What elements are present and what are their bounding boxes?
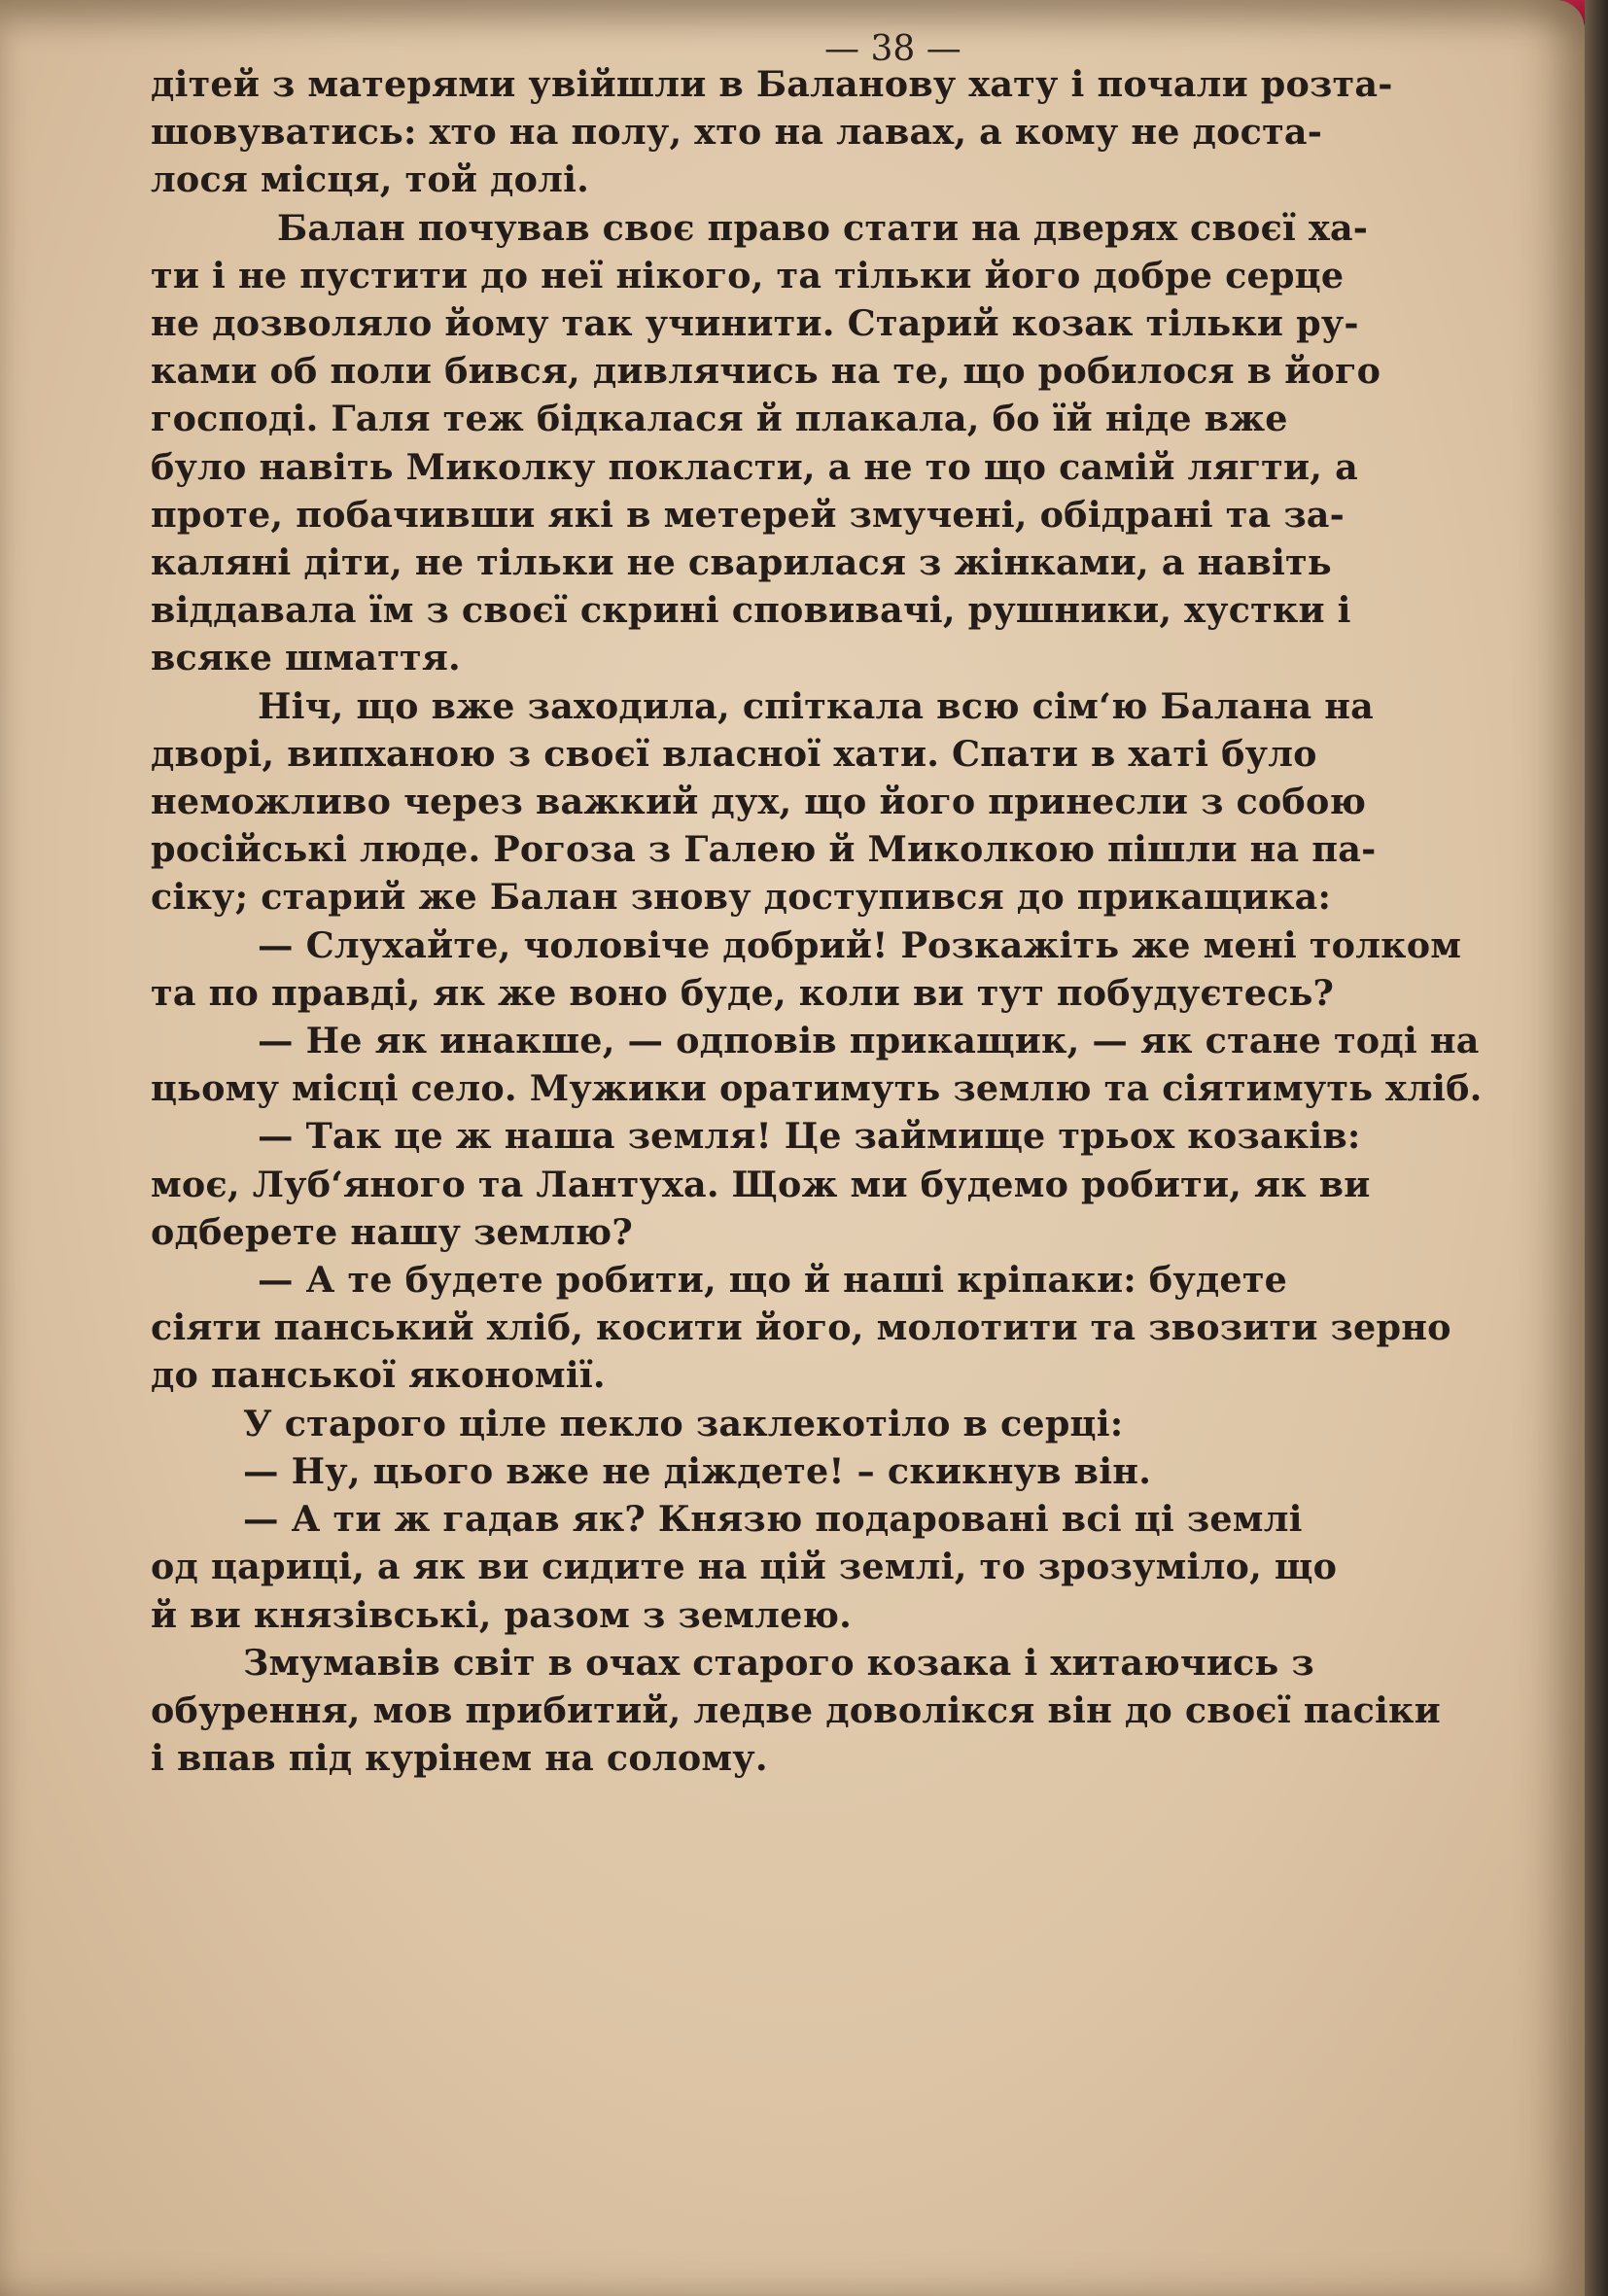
text-line: — А те будете робити, що й наші кріпаки: будете	[258, 1259, 1288, 1302]
page-number: — 38 —	[824, 29, 961, 69]
text-line: не дозволяло йому так учинити. Старий козак тільки ру-	[151, 302, 1359, 345]
text-line: було навіть Миколку покласти, а не то що самій лягти, а	[151, 445, 1358, 488]
page-text	[151, 60, 1570, 1782]
text-line: дворі, випханою з своєї власної хати. Спати в хаті було	[151, 732, 1317, 775]
text-line: Ніч, що вже заходила, спіткала всю сім‘ю Балана на	[258, 684, 1374, 727]
text-line: Балан почував своє право стати на дверях своєї ха-	[277, 206, 1369, 249]
text-line: — Так це ж наша земля! Це займище трьох козаків:	[258, 1115, 1361, 1158]
text-line: шовуватись: хто на полу, хто на лавах, а кому не доста-	[151, 111, 1323, 154]
text-line: каляні діти, не тільки не сварилася з жінками, а навіть	[151, 541, 1332, 584]
text-line: Змумавів світ в очах старого козака і хитаючись з	[243, 1641, 1314, 1684]
text-line: й ви князівські, разом з землею.	[151, 1593, 853, 1636]
text-line: ками об поли бився, дивлячись на те, що робилося в його	[151, 350, 1381, 393]
text-line: господі. Галя теж бідкалася й плакала, бо їй ніде вже	[151, 398, 1288, 440]
text-line: — Не як инакше, — одповів прикащик, — як стане тоді на	[258, 1020, 1480, 1062]
text-line: сіку; старий же Балан знову доступився до прикащика:	[151, 876, 1332, 919]
text-line: одберете нашу землю?	[151, 1210, 633, 1253]
text-line: до панської якономії.	[151, 1354, 606, 1397]
text-line: неможливо через важкий дух, що його принесли з собою	[151, 781, 1367, 823]
text-line: лося місця, той долі.	[151, 158, 590, 201]
text-line: — Слухайте, чоловіче добрий! Розкажіть же мені толком	[258, 923, 1462, 966]
text-line: віддавала їм з своєї скрині сповивачі, рушники, хустки і	[151, 589, 1351, 632]
text-line: од цариці, а як ви сидите на цій землі, то зрозуміло, що	[151, 1546, 1338, 1588]
text-line: проте, побачивши які в метерей змучені, обідрані та за-	[151, 493, 1346, 536]
text-line: ти і не пустити до неї нікого, та тільки його добре серце	[151, 254, 1345, 296]
text-line: — Ну, цього вже не діждете! – скикнув він.	[243, 1449, 1152, 1492]
text-line: — А ти ж гадав як? Князю подаровані всі ці землі	[243, 1498, 1303, 1541]
text-line: сіяти панський хліб, косити його, молотити та звозити зерно	[151, 1306, 1451, 1349]
text-line: цьому місці село. Мужики оратимуть землю та сіятимуть хліб.	[151, 1067, 1483, 1110]
text-line: всяке шмаття.	[151, 637, 461, 679]
text-line: дітей з матерями увійшли в Баланову хату і почали розта-	[151, 63, 1393, 105]
text-line: і впав під курінем на солому.	[151, 1737, 768, 1780]
text-line: та по правді, як же воно буде, коли ви тут побудуєтесь?	[151, 971, 1335, 1014]
text-line: російські люде. Рогоза з Галею й Миколкою пішли на па-	[151, 828, 1377, 871]
book-spine	[1585, 0, 1608, 2296]
text-line: обурення, мов прибитий, ледве доволікся він до своєї пасіки	[151, 1688, 1441, 1731]
text-line: моє, Луб‘яного та Лантуха. Щож ми будемо робити, як ви	[151, 1163, 1371, 1205]
text-line: У старого ціле пекло заклекотіло в серці:	[243, 1402, 1124, 1444]
